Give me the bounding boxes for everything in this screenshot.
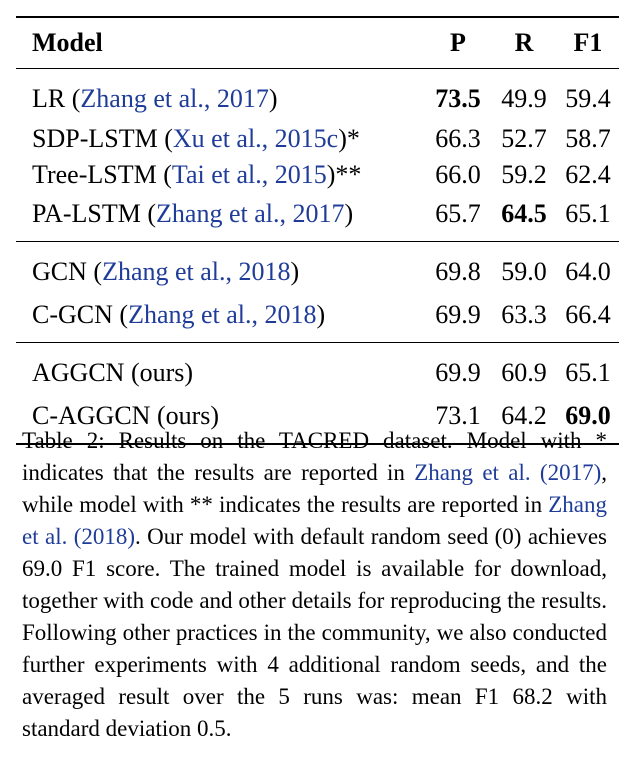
table-row [16, 69, 619, 122]
table-row [16, 193, 619, 242]
recall-cell: 64.5 [501, 199, 547, 228]
model-footnote-mark: * [346, 124, 360, 153]
model-name: C-GCN [32, 300, 113, 329]
model-cell: LR (Zhang et al., 2017) [32, 84, 278, 113]
model-citation[interactable]: Zhang et al., 2018 [102, 257, 291, 286]
table-row [16, 157, 619, 193]
model-cell [16, 343, 425, 396]
header-model: Model [16, 17, 425, 69]
recall-cell: 52.7 [501, 124, 547, 153]
f1-cell: 58.7 [565, 124, 611, 153]
recall-cell: 64.2 [491, 395, 557, 444]
model-cell: C-GCN (Zhang et al., 2018) [32, 300, 326, 329]
precision-cell: 69.9 [425, 343, 491, 396]
precision-cell: 73.5 [435, 84, 481, 113]
caption-text-3: . Our model with default random seed (0) achieves 69.0 F1 score. The trained model is available for download, together with code and other details for reproducing the results. Following other practices in the community, we also conducted further experiments with 4 additional random seeds, and the averaged result over the 5 runs was: mean F1 68.2 with standard deviation 0.5. [22, 524, 608, 741]
f1-cell: 66.4 [565, 300, 611, 329]
header-f1: F1 [557, 17, 619, 69]
model-citation[interactable]: Xu et al., 2015c [172, 124, 339, 153]
table-row [16, 242, 619, 295]
model-citation[interactable]: Zhang et al., 2018 [128, 300, 317, 329]
precision-cell: 69.9 [435, 300, 481, 329]
model-name: AGGCN (ours) [32, 358, 194, 387]
recall-cell: 60.9 [491, 343, 557, 396]
model-cell: Tree-LSTM (Tai et al., 2015)** [32, 160, 362, 189]
f1-cell: 62.4 [565, 160, 611, 189]
model-cell: PA-LSTM (Zhang et al., 2017) [32, 199, 354, 228]
model-citation[interactable]: Zhang et al., 2017 [156, 199, 345, 228]
caption-text-2: , while model with ** indicates the results are reported in [22, 460, 607, 517]
precision-cell: 73.1 [425, 395, 491, 444]
f1-cell: 64.0 [557, 242, 619, 295]
recall-cell: 59.2 [501, 160, 547, 189]
table-body [16, 69, 619, 445]
model-citation[interactable]: Tai et al., 2015 [171, 160, 327, 189]
model-name: Tree-LSTM [32, 160, 157, 189]
model-name: SDP-LSTM [32, 124, 158, 153]
precision-cell: 65.7 [435, 199, 481, 228]
model-name: GCN [32, 257, 87, 286]
results-table [16, 16, 619, 445]
precision-cell: 66.3 [435, 124, 481, 153]
model-name: PA-LSTM [32, 199, 141, 228]
caption-text-1: Table 2: Results on the TACRED dataset. Model with * indicates that the results are reported in [22, 428, 607, 485]
caption-citation-zhang-2017[interactable]: Zhang et al. (2017) [414, 460, 602, 485]
caption-citation-zhang-2018[interactable]: Zhang et al. (2018) [22, 492, 607, 549]
recall-cell: 63.3 [501, 300, 547, 329]
table-row [16, 294, 619, 343]
header-recall: R [491, 17, 557, 69]
table-header-row [16, 17, 619, 69]
results-table-container [16, 16, 619, 445]
f1-cell: 65.1 [565, 199, 611, 228]
f1-cell: 65.1 [557, 343, 619, 396]
model-cell: SDP-LSTM (Xu et al., 2015c)* [32, 124, 360, 153]
table-row [16, 121, 619, 157]
recall-cell: 49.9 [501, 84, 547, 113]
precision-cell: 69.8 [425, 242, 491, 295]
f1-cell: 59.4 [565, 84, 611, 113]
header-precision: P [425, 17, 491, 69]
model-footnote-mark: ** [335, 160, 362, 189]
model-cell: GCN (Zhang et al., 2018) [16, 242, 425, 295]
table-row [16, 343, 619, 396]
f1-cell: 69.0 [557, 395, 619, 444]
model-citation[interactable]: Zhang et al., 2017 [80, 84, 269, 113]
table-caption [22, 425, 607, 745]
precision-cell: 66.0 [435, 160, 481, 189]
recall-cell: 59.0 [491, 242, 557, 295]
model-name: C-AGGCN (ours) [32, 401, 220, 430]
model-name: LR [32, 84, 66, 113]
